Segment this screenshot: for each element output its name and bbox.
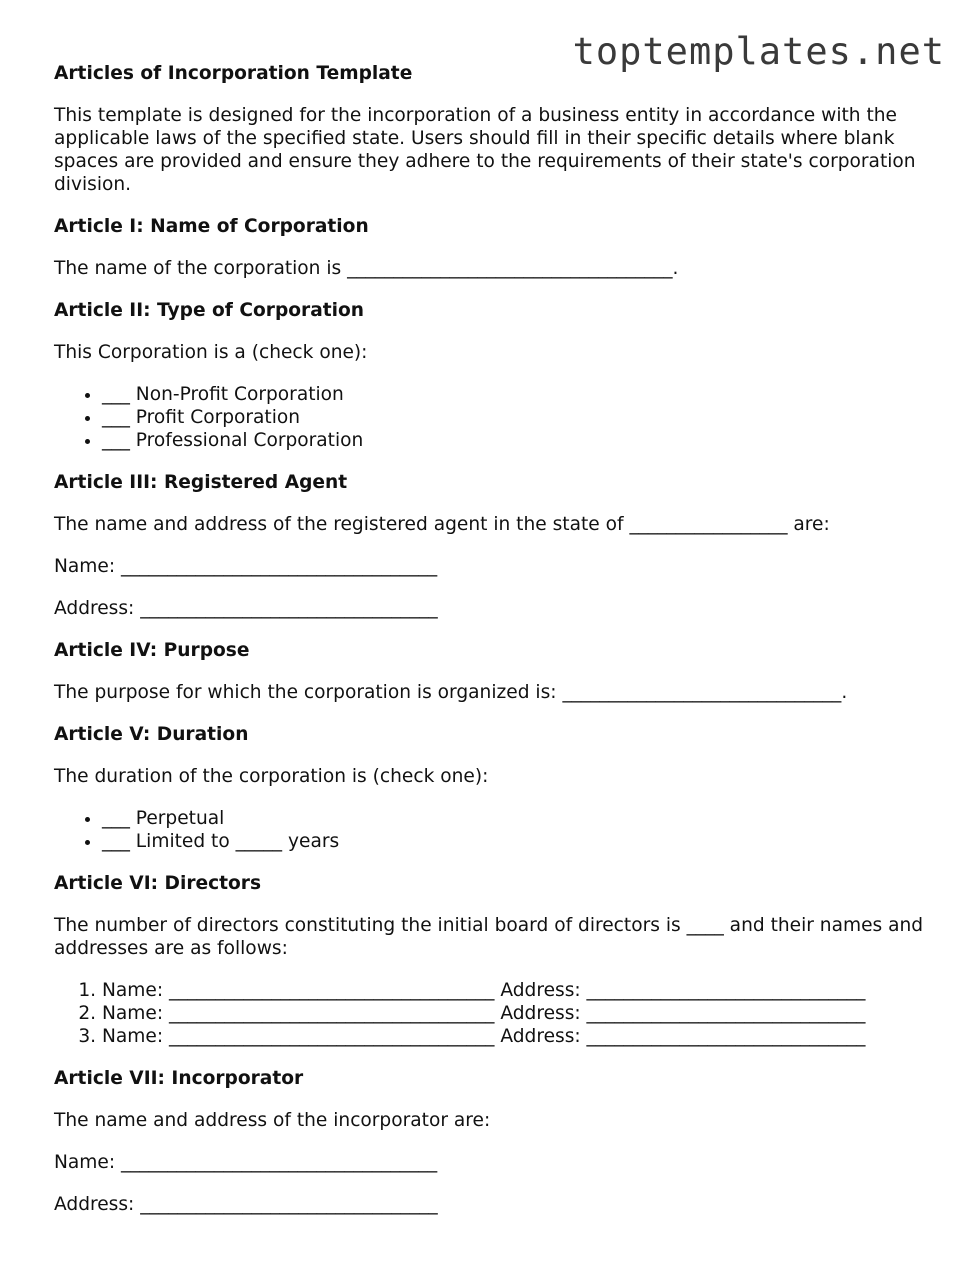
list-item: • ___ Limited to _____ years (102, 830, 934, 853)
article-1-heading: Article I: Name of Corporation (54, 216, 369, 237)
watermark-logo: toptemplates.net (572, 30, 945, 73)
article-2-text: This Corporation is a (check one): (54, 342, 368, 363)
purpose-field: The purpose for which the corporation is organized is: ______________________________. (54, 682, 848, 703)
corporation-name-field: The name of the corporation is ___________________________________. (54, 258, 679, 279)
list-item: • ___ Perpetual (102, 807, 934, 830)
article-4-heading: Article IV: Purpose (54, 640, 250, 661)
directors-list (54, 979, 934, 1048)
article-5-heading: Article V: Duration (54, 724, 249, 745)
list-item: • ___ Professional Corporation (102, 429, 934, 452)
document-body (54, 62, 934, 1216)
article-3-heading: Article III: Registered Agent (54, 472, 348, 493)
list-item: 3. Name: ___________________________________ Address: ______________________________ (102, 1025, 934, 1048)
corporation-type-list (54, 383, 934, 452)
list-item: • ___ Non-Profit Corporation (102, 383, 934, 406)
incorporator-name-field: Name: __________________________________ (54, 1152, 438, 1173)
article-6-heading: Article VI: Directors (54, 873, 262, 894)
list-item: 2. Name: ___________________________________ Address: ______________________________ (102, 1002, 934, 1025)
registered-agent-state-field: The name and address of the registered agent in the state of _________________ are: (54, 514, 830, 535)
list-item: 1. Name: ___________________________________ Address: ______________________________ (102, 979, 934, 1002)
registered-agent-address-field: Address: ________________________________ (54, 598, 438, 619)
registered-agent-name-field: Name: __________________________________ (54, 556, 438, 577)
document-title: Articles of Incorporation Template (54, 63, 413, 84)
article-2-heading: Article II: Type of Corporation (54, 300, 365, 321)
list-item: • ___ Profit Corporation (102, 406, 934, 429)
article-6-text: The number of directors constituting the initial board of directors is ____ and their names and addresses are as follows: (54, 915, 924, 959)
article-5-text: The duration of the corporation is (check one): (54, 766, 489, 787)
article-7-text: The name and address of the incorporator are: (54, 1110, 491, 1131)
incorporator-address-field: Address: ________________________________ (54, 1194, 438, 1215)
intro-paragraph: This template is designed for the incorporation of a business entity in accordance with the applicable laws of the specified state. Users should fill in their specific details where blank spaces are provided and ensure they adhere to the requirements of their state's corporation division. (54, 105, 916, 195)
duration-list (54, 807, 934, 853)
article-7-heading: Article VII: Incorporator (54, 1068, 304, 1089)
